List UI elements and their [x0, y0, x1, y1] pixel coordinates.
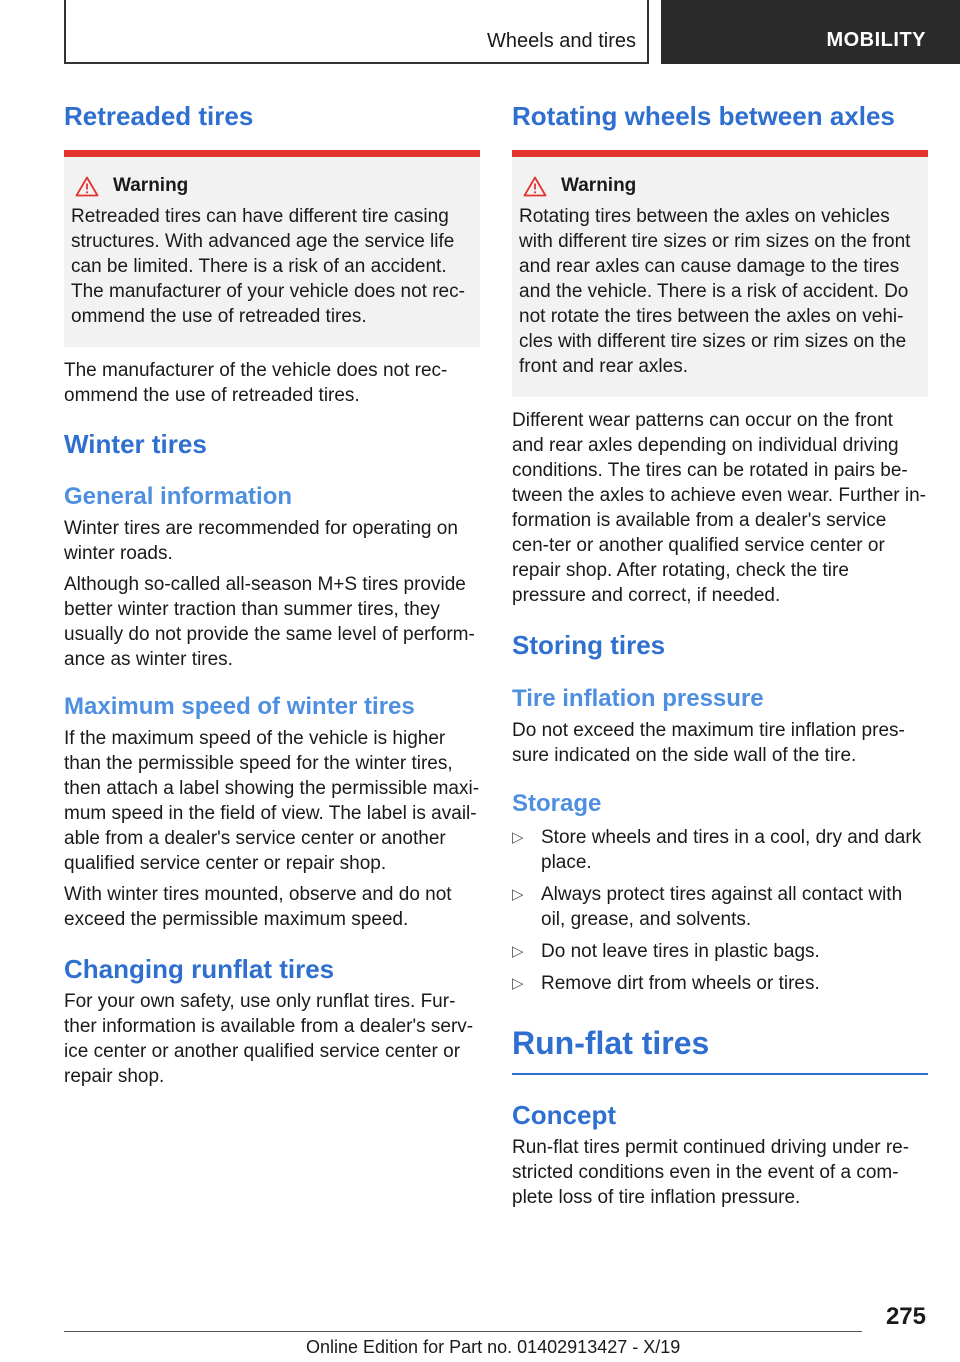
triangle-right-bullet-icon: ▷ [512, 886, 524, 903]
warning-title [519, 175, 920, 197]
rotating-text: Different wear patterns can occur on the front and rear axles depending on individual driving conditions. The tires can be rotated in pairs be-tween the axles to achieve even wear. Further in-formation is available from a dealer's service cen-ter or another qualified service center or repair shop. After rotating, check the tire pressure and correct, if needed. [512, 410, 927, 606]
general-text-1: Winter tires are recommended for operating on winter roads. [64, 518, 458, 564]
list-item: ▷ Do not leave tires in plastic bags. [512, 941, 820, 962]
maximum-speed-heading: Maximum speed of winter tires [64, 693, 415, 720]
concept-heading: Concept [512, 1100, 616, 1130]
header-left-rule [64, 0, 66, 64]
retreaded-text: The manufacturer of the vehicle does not rec-ommend the use of retreaded tires. [64, 360, 448, 406]
header-divider [647, 0, 649, 64]
tire-inflation-heading: Tire inflation pressure [512, 685, 764, 712]
warning-title [71, 175, 472, 197]
retreaded-warning-text: Retreaded tires can have different tire casing structures. With advanced age the service life can be limited. There is a risk of an accident. The manufacturer of your vehicle does not rec-ommend the use of retreaded tires. [71, 206, 465, 327]
changing-runflat-text: For your own safety, use only runflat tires. Fur-ther information is available from a dealer's serv-ice center or another qualified service center or repair shop. [64, 991, 474, 1087]
right-column [512, 100, 928, 1210]
storage-heading: Storage [512, 790, 602, 817]
rotating-wheels-heading: Rotating wheels between axles [512, 101, 895, 131]
rotating-warning-text: Rotating tires between the axles on vehicles with different tire sizes or rim sizes on the front and rear axles can cause damage to the tires and the vehicle. There is a risk of accident. Do not rotate the tires between the axles on vehi-cles with different tire sizes or rim sizes on the front and rear axles. [519, 206, 911, 377]
header-section-title: Wheels and tires [487, 30, 636, 52]
retreaded-tires-heading: Retreaded tires [64, 101, 254, 131]
header-chapter-label: MOBILITY [826, 29, 926, 51]
warning-label: Warning [113, 175, 189, 196]
storing-tires-heading: Storing tires [512, 630, 666, 660]
warning-triangle-icon [75, 176, 99, 197]
left-column [64, 100, 480, 1089]
maximum-speed-text-2: With winter tires mounted, observe and do not exceed the permissible maximum speed. [64, 884, 452, 930]
run-flat-tires-heading: Run-flat tires [512, 1025, 710, 1061]
triangle-right-bullet-icon: ▷ [512, 829, 524, 846]
winter-tires-heading: Winter tires [64, 429, 207, 459]
storage-list [512, 825, 928, 996]
retreaded-warning-box [64, 150, 480, 347]
concept-text: Run-flat tires permit continued driving under re-stricted conditions even in the event of a com-plete loss of tire inflation pressure. [512, 1137, 910, 1208]
warning-triangle-icon [523, 176, 547, 197]
list-item: ▷ Remove dirt from wheels or tires. [512, 973, 820, 994]
general-information-heading: General information [64, 483, 293, 510]
heading-rule [512, 1073, 928, 1075]
header-bottom-rule [64, 62, 649, 64]
list-item: ▷ Always protect tires against all contact with oil, grease, and solvents. [512, 884, 903, 930]
warning-label: Warning [561, 175, 637, 196]
triangle-right-bullet-icon: ▷ [512, 943, 524, 960]
rotating-warning-box [512, 150, 928, 397]
page-number: 275 [885, 1303, 926, 1330]
triangle-right-bullet-icon: ▷ [512, 975, 524, 992]
header-chapter-tab [661, 0, 960, 64]
maximum-speed-text-1: If the maximum speed of the vehicle is higher than the permissible speed for the winter tires, then attach a label showing the permissible maxi-mum speed in the field of view. The label is avail-able from a dealer's service center or another qualified service center or repair shop. [64, 728, 480, 874]
footer-edition: Online Edition for Part no. 01402913427 - X/19 [306, 1337, 681, 1357]
footer-rule [64, 1331, 862, 1332]
tire-inflation-text: Do not exceed the maximum tire inflation pres-sure indicated on the side wall of the tire. [512, 720, 905, 766]
changing-runflat-heading: Changing runflat tires [64, 954, 335, 984]
general-text-2: Although so-called all-season M+S tires provide better winter traction than summer tires, they usually do not provide the same level of perform-ance as winter tires. [64, 574, 475, 670]
list-item: ▷ Store wheels and tires in a cool, dry and dark place. [512, 827, 922, 873]
